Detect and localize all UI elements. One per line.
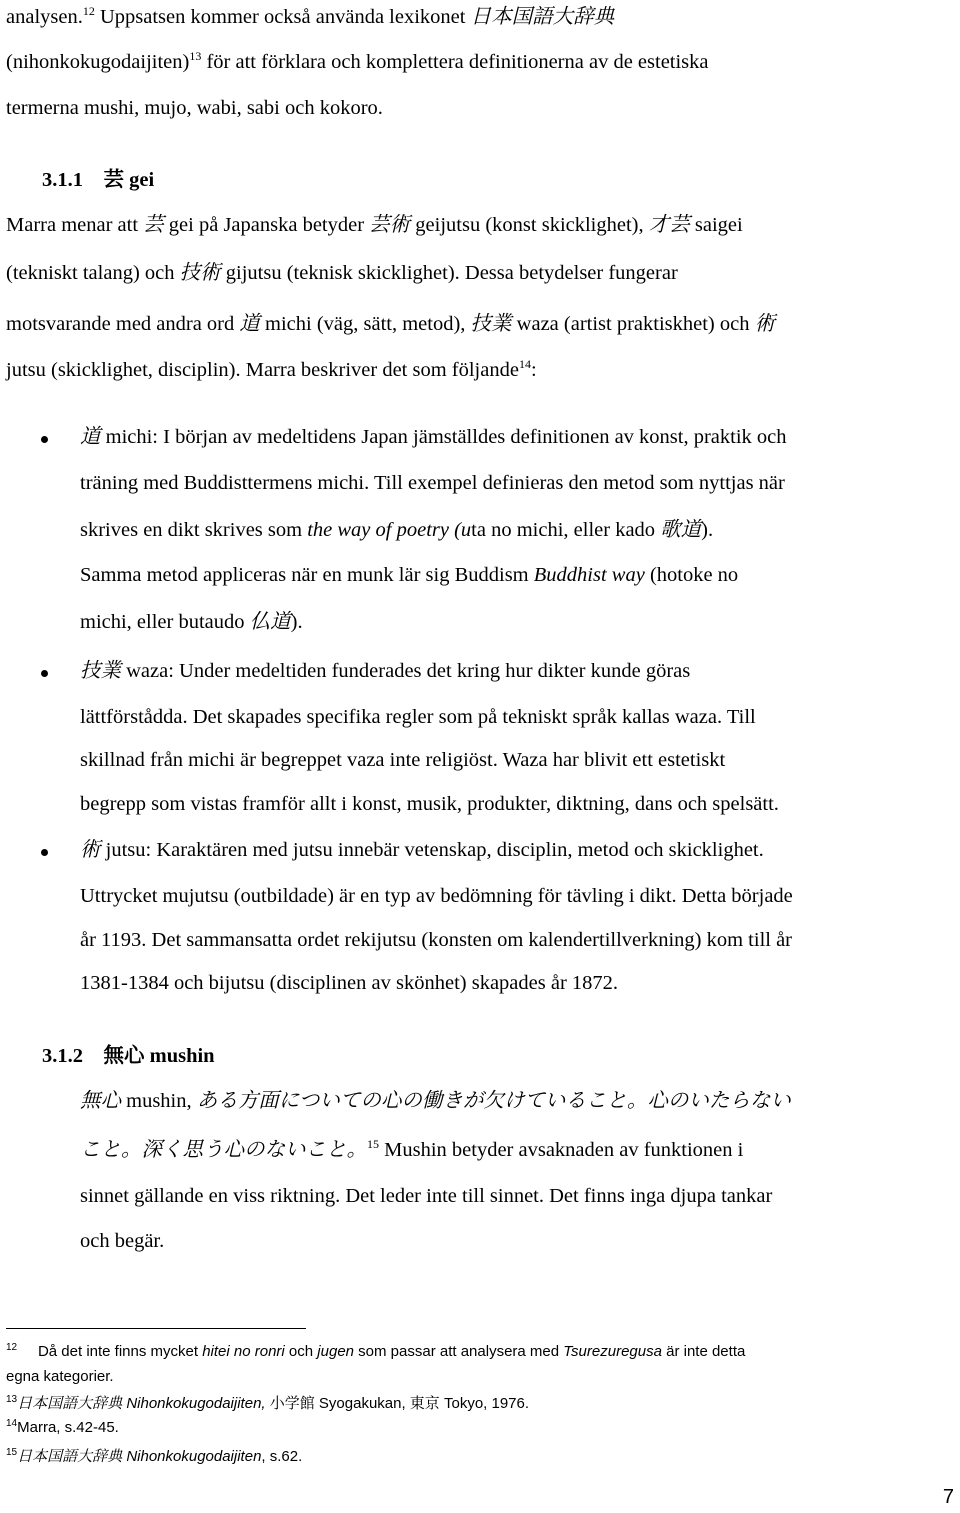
english-gloss: Buddhist way <box>533 564 645 586</box>
japanese-term: 芸 <box>143 212 164 236</box>
list-item-line: skrives en dikt skrives som the way of poetry (uta no michi, eller kado 歌道). <box>80 517 714 541</box>
text: analysen. <box>6 6 83 28</box>
japanese-term: 技術 <box>179 260 221 284</box>
japanese-term: 術 <box>754 311 776 335</box>
footnote-ref: 12 <box>82 4 95 19</box>
list-item-line: 技業 waza: Under medeltiden funderades det kring hur dikter kunde göras <box>80 658 691 682</box>
footnote-divider <box>6 1328 306 1329</box>
footnote-ref: 14 <box>518 357 531 372</box>
japanese-term: 日本国語大辞典 <box>470 4 615 28</box>
section-heading-3-1-2 <box>42 1038 215 1068</box>
japanese-term: 術 <box>80 837 101 861</box>
section-kanji: 無心 <box>103 1043 145 1067</box>
japanese-term: 道 <box>239 311 260 335</box>
japanese-term: 芸術 <box>369 212 411 236</box>
footnote-14: $^{14}$Marra, s.42-45. <box>6 1418 119 1436</box>
section-heading-3-1-1 <box>42 162 154 192</box>
japanese-term: 技業 <box>470 311 512 335</box>
paragraph-line <box>6 4 614 29</box>
section-term: mushin <box>149 1045 215 1067</box>
footnote-number: 15 <box>6 1447 18 1458</box>
list-item-line: 1381-1384 och bijutsu (disciplinen av skönhet) skapades år 1872. <box>80 972 619 994</box>
footnote-number: 13 <box>6 1394 18 1405</box>
list-item-line: 道 michi: I början av medeltidens Japan jämställdes definitionen av konst, praktik och <box>80 424 787 448</box>
section-number: 3.1.2 <box>42 1045 83 1067</box>
japanese-quote: こと。深く思う心のないこと。 <box>80 1137 367 1161</box>
japanese-term: 仏道 <box>249 609 291 633</box>
footnote-13: $^{13}$日本国語大辞典 Nihonkokugodaijiten, 小学館 Syogakukan, 東京 Tokyo, 1976. <box>6 1394 530 1412</box>
footnote-12: $^{12}$ Då det inte finns mycket hitei no ronri och jugen som passar att analysera med Tsurezuregusa är inte detta <box>6 1342 746 1360</box>
text: termerna mushi, mujo, wabi, sabi och kokoro. <box>6 97 383 119</box>
footnote-12-continuation: egna kategorier. <box>6 1368 114 1385</box>
text: (nihonkokugodaijiten) <box>6 51 190 73</box>
bullet-point <box>41 849 48 856</box>
japanese-term: 道 <box>80 424 101 448</box>
text: Uppsatsen kommer också använda lexikonet <box>94 6 471 28</box>
japanese-quote: ある方面についての心の働きが欠けていること。心のいたらない <box>196 1088 791 1112</box>
paragraph-line: 無心 mushin, ある方面についての心の働きが欠けていること。心のいたらない <box>80 1088 791 1112</box>
bullet-point <box>41 436 48 443</box>
footnote-ref: 13 <box>189 49 202 64</box>
list-item-line: begrepp som vistas framför allt i konst, musik, produkter, diktning, dans och spelsätt. <box>80 793 779 815</box>
paragraph-line: Marra menar att 芸 gei på Japanska betyder 芸術 geijutsu (konst skicklighet), 才芸 saigei <box>6 212 743 236</box>
list-item-line: Uttrycket mujutsu (outbildade) är en typ av bedömning för tävling i dikt. Detta började <box>80 885 793 907</box>
section-term: gei <box>129 169 155 191</box>
list-item-line: lättförstådda. Det skapades specifika regler som på tekniskt språk kallas waza. Till <box>80 706 756 728</box>
paragraph-line: (tekniskt talang) och 技術 gijutsu (teknisk skicklighet). Dessa betydelser fungerar <box>6 260 678 284</box>
english-gloss: the way of poetry <box>307 519 449 541</box>
japanese-term: 無心 <box>80 1088 121 1112</box>
paragraph-line <box>6 96 383 120</box>
bullet-point <box>41 670 48 677</box>
list-item-line: 術 jutsu: Karaktären med jutsu innebär vetenskap, disciplin, metod och skicklighet. <box>80 837 764 861</box>
paragraph-line: och begär. <box>80 1230 165 1252</box>
footnote-ref: 15 <box>367 1137 379 1152</box>
footnote-number: 12 <box>6 1342 18 1353</box>
paragraph-line <box>6 50 709 74</box>
paragraph-line: motsvarande med andra ord 道 michi (väg, sätt, metod), 技業 waza (artist praktiskhet) och 術 <box>6 311 776 335</box>
japanese-term: 技業 <box>80 658 121 682</box>
japanese-term: 才芸 <box>648 212 690 236</box>
list-item-line: träning med Buddisttermens michi. Till exempel definieras den metod som nyttjas när <box>80 472 785 494</box>
footnote-15: $^{15}$日本国語大辞典 Nihonkokugodaijiten, s.62. <box>6 1447 303 1465</box>
japanese-term: 歌道 <box>660 517 702 541</box>
list-item-line: michi, eller butaudo 仏道). <box>80 609 303 633</box>
paragraph-line: jutsu (skicklighet, disciplin). Marra beskriver det som följande$^{14}$: <box>6 357 537 381</box>
list-item-line: år 1193. Det sammansatta ordet rekijutsu (konsten om kalendertillverkning) kom till år <box>80 929 793 951</box>
list-item-line: Samma metod appliceras när en munk lär sig Buddism Buddhist way (hotoke no <box>80 564 739 586</box>
paragraph-line: sinnet gällande en viss riktning. Det leder inte till sinnet. Det finns inga djupa tankar <box>80 1185 773 1207</box>
text: för att förklara och komplettera definitionerna av de estetiska <box>201 51 709 73</box>
section-kanji: 芸 <box>103 167 124 191</box>
paragraph-line: こと。深く思う心のないこと。$^{15}$ Mushin betyder avsaknaden av funktionen i <box>80 1137 744 1161</box>
page-number: 7 <box>942 1486 954 1508</box>
section-number: 3.1.1 <box>42 169 83 191</box>
footnote-number: 14 <box>6 1418 18 1429</box>
list-item-line: skillnad från michi är begreppet vaza inte religiöst. Waza har blivit ett estetiskt <box>80 749 726 771</box>
